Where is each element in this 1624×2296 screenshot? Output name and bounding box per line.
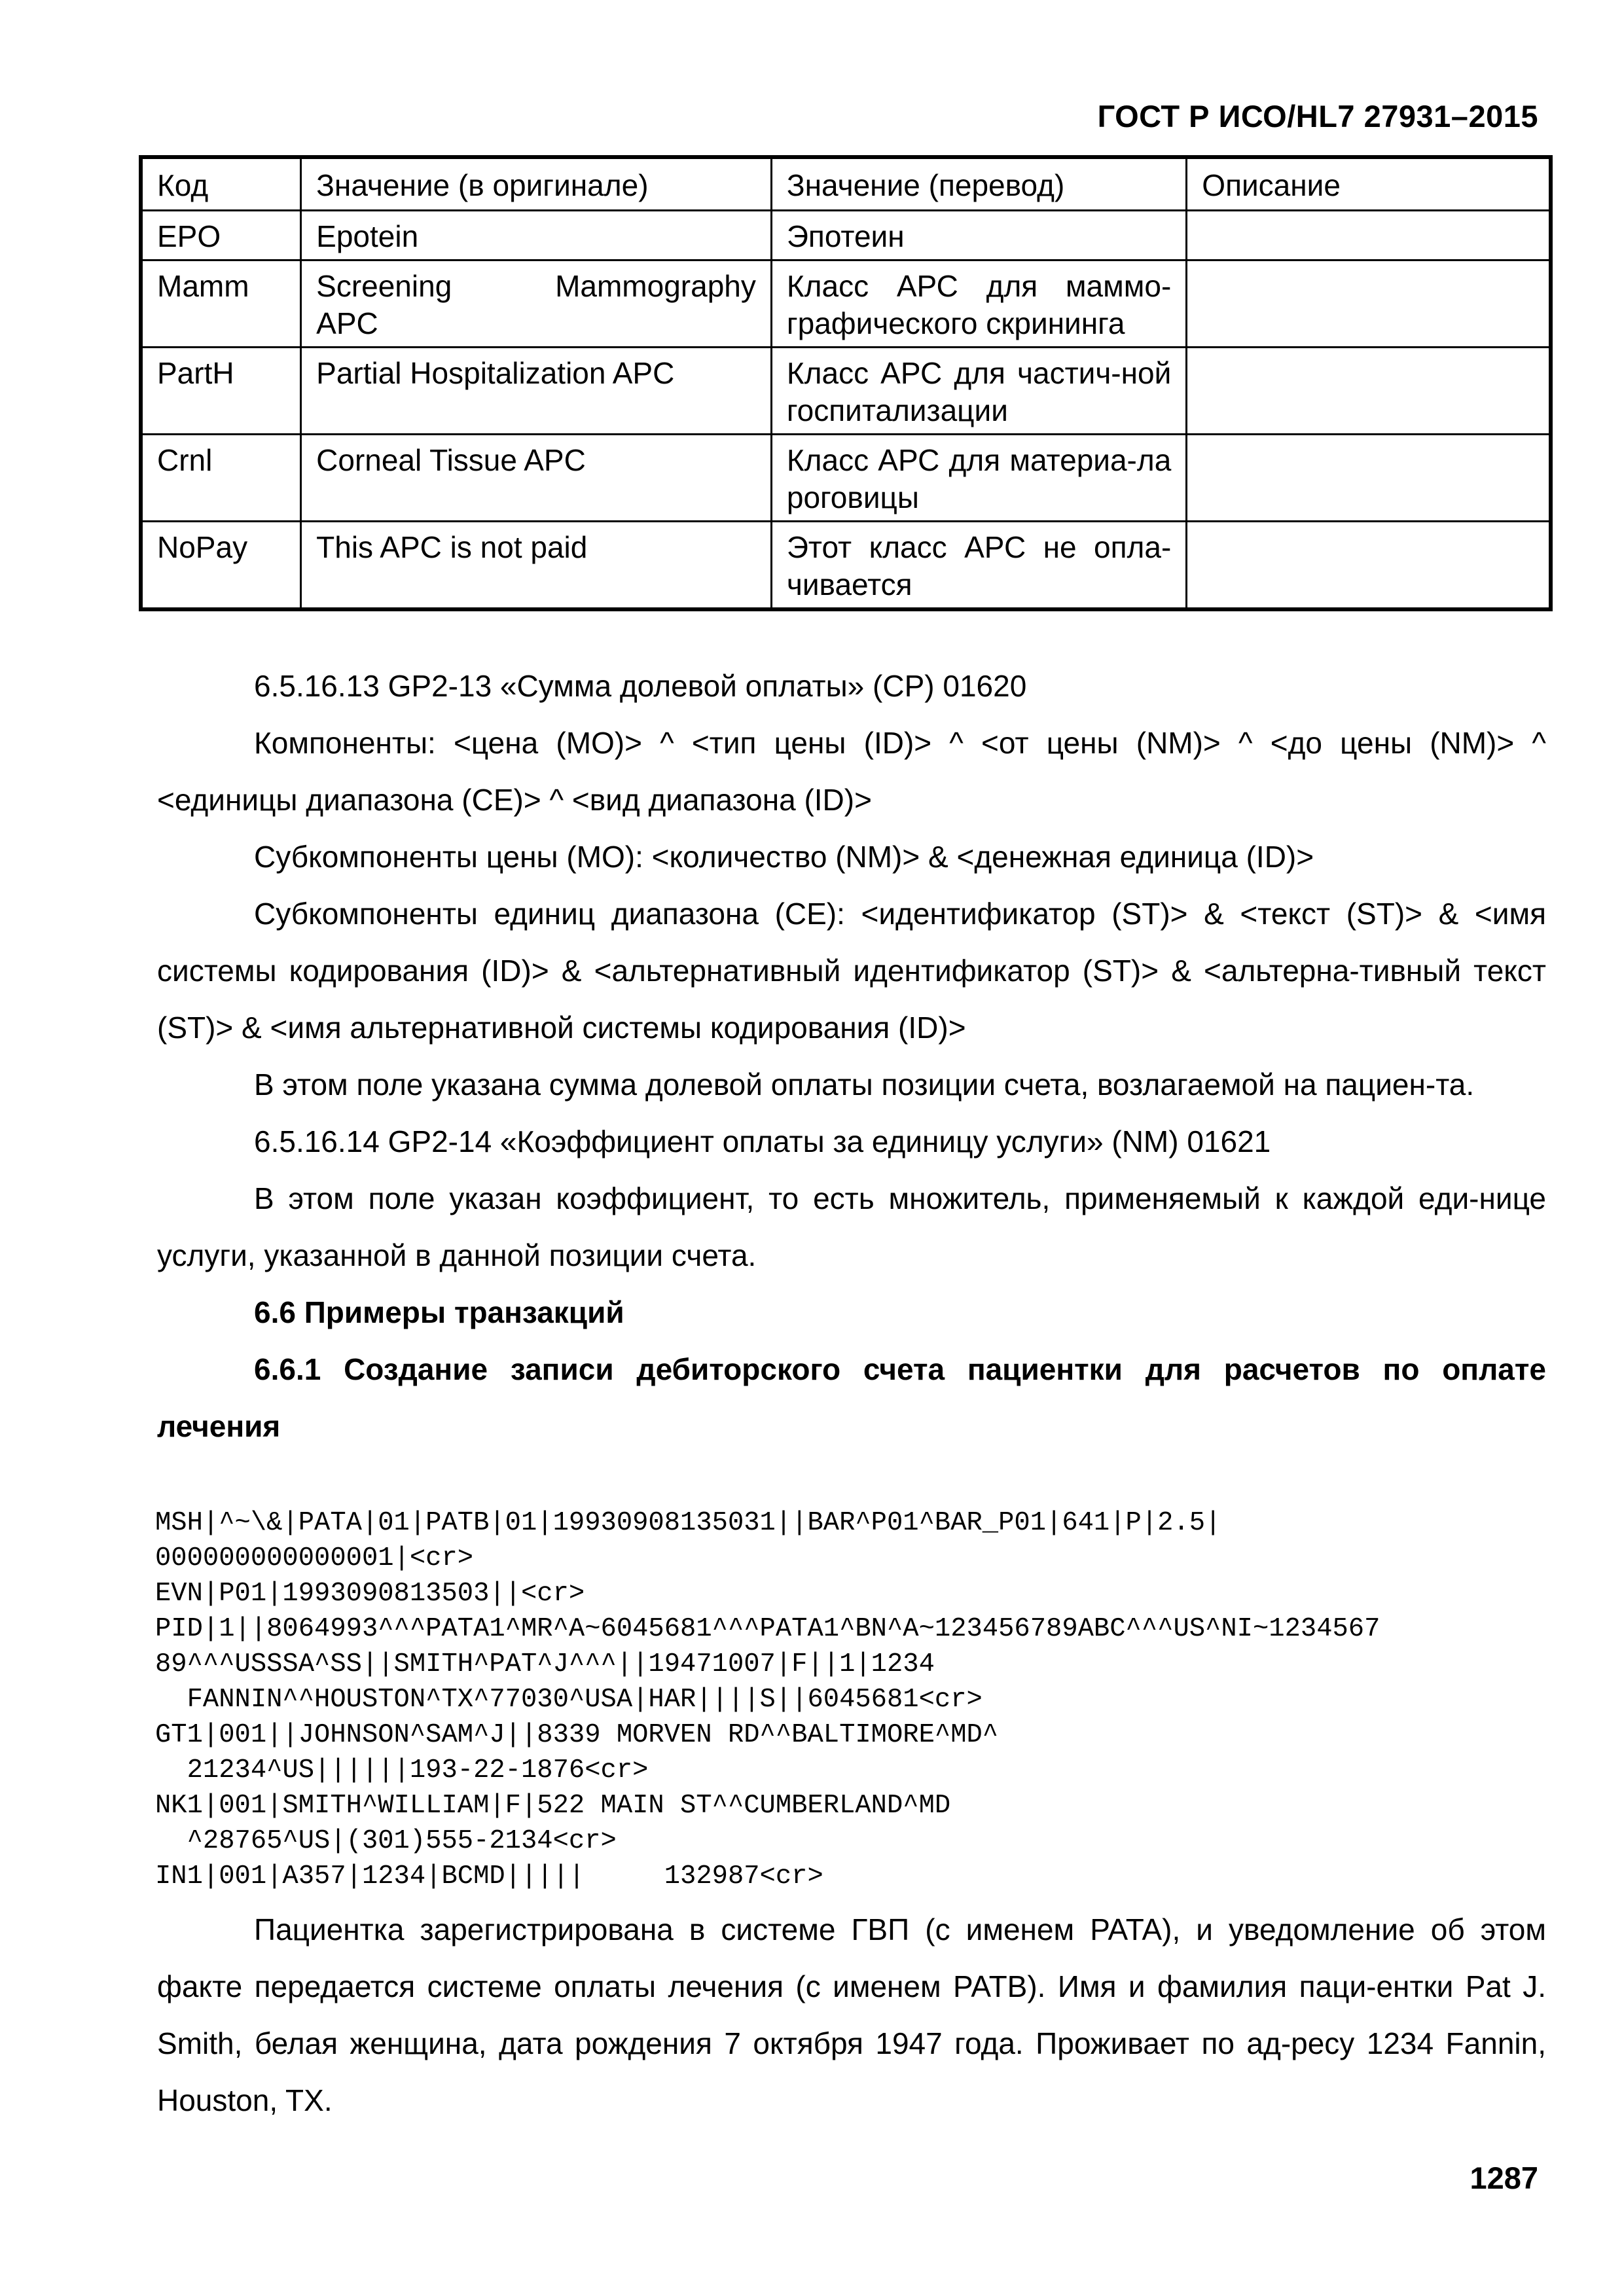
table-row [141, 348, 1551, 435]
explanation-paragraph: Пациентка зарегистрирована в системе ГВП (с именем PATA), и уведомление об этом факте передается системе оплаты лечения (с именем PATB). Имя и фамилия паци-ентки Pat J. Smith, белая женщина, дата рождения 7 октября 1947 года. Проживает по ад-ресу 1234 Fannin, Houston, TX. [157, 1912, 1546, 2117]
subsection-heading: 6.6.1 Создание записи дебиторского счета пациентки для расчетов по оплате лечения [157, 1352, 1546, 1443]
apc-code-table [139, 155, 1553, 611]
table-row [141, 260, 1551, 348]
original-cell: Corneal Tissue APC [301, 435, 772, 522]
description-cell [1187, 260, 1551, 348]
components-paragraph: Компоненты: <цена (MO)> ^ <тип цены (ID)> ^ <от цены (NM)> ^ <до цены (NM)> ^ <единицы диапазона (CE)> ^ <вид диапазона (ID)> [157, 726, 1546, 817]
column-header: Значение (в оригинале) [301, 157, 772, 211]
code-cell: Crnl [141, 435, 301, 522]
page-number: 1287 [1470, 2161, 1538, 2195]
column-header: Значение (перевод) [771, 157, 1186, 211]
description-cell [1187, 522, 1551, 610]
translation-cell: Класс АРС для частич-ной госпитализации [771, 348, 1186, 435]
code-line: EVN|P01|1993090813503||<cr> [155, 1579, 585, 1609]
code-line: FANNIN^^HOUSTON^TX^77030^USA|HAR||||S||6045681<cr> [155, 1685, 983, 1715]
translation-cell: Этот класс АРС не опла-чивается [771, 522, 1186, 610]
code-line: MSH|^~\&|PATA|01|PATB|01|19930908135031||BAR^P01^BAR_P01|641|P|2.5| [155, 1508, 1221, 1538]
code-cell: Mamm [141, 260, 301, 348]
description-paragraph: В этом поле указан коэффициент, то есть множитель, применяемый к каждой еди-нице услуги, указанной в данной позиции счета. [157, 1181, 1546, 1272]
code-cell: NoPay [141, 522, 301, 610]
code-line: 21234^US||||||193-22-1876<cr> [155, 1755, 649, 1785]
original-cell: Partial Hospitalization APC [301, 348, 772, 435]
original-cell [301, 260, 772, 348]
original-cell: Epotein [301, 211, 772, 260]
code-line: NK1|001|SMITH^WILLIAM|F|522 MAIN ST^^CUMBERLAND^MD [155, 1791, 951, 1821]
field-descriptions [157, 658, 1546, 1455]
column-header: Код [141, 157, 301, 211]
section-heading: 6.6 Примеры транзакций [254, 1295, 624, 1329]
example-explanation [157, 1901, 1546, 2129]
price-subcomponents-paragraph: Субкомпоненты цены (MO): <количество (NM)> & <денежная единица (ID)> [254, 840, 1314, 874]
table-row [141, 435, 1551, 522]
description-paragraph: В этом поле указана сумма долевой оплаты позиции счета, возлагаемой на пациен-та. [254, 1067, 1475, 1102]
hl7-message-example [155, 1505, 1380, 1894]
translation-cell: Класс АРС для маммо-графического скрининга [771, 260, 1186, 348]
original-line: Screening Mammography [316, 269, 756, 303]
translation-cell: Класс АРС для материа-ла роговицы [771, 435, 1186, 522]
code-cell: EPO [141, 211, 301, 260]
table-row [141, 522, 1551, 610]
description-cell [1187, 348, 1551, 435]
table-row [141, 211, 1551, 260]
code-line: GT1|001||JOHNSON^SAM^J||8339 MORVEN RD^^BALTIMORE^MD^ [155, 1720, 999, 1750]
range-subcomponents-paragraph: Субкомпоненты единиц диапазона (CE): <идентификатор (ST)> & <текст (ST)> & <имя системы кодирования (ID)> & <альтернативный идентификатор (ST)> & <альтерна-тивный текст (ST)> & <имя альтернативной системы кодирования (ID)> [157, 897, 1546, 1045]
description-cell [1187, 435, 1551, 522]
code-line: PID|1||8064993^^^PATA1^MR^A~6045681^^^PATA1^BN^A~123456789ABC^^^US^NI~1234567 [155, 1614, 1380, 1644]
original-line: APC [316, 306, 378, 340]
column-header: Описание [1187, 157, 1551, 211]
code-cell: PartH [141, 348, 301, 435]
code-line: 000000000000001|<cr> [155, 1543, 474, 1573]
translation-cell: Эпотеин [771, 211, 1186, 260]
original-cell: This APC is not paid [301, 522, 772, 610]
section-title: 6.5.16.14 GP2-14 «Коэффициент оплаты за единицу услуги» (NM) 01621 [254, 1124, 1271, 1158]
table-header-row [141, 157, 1551, 211]
code-line: 89^^^USSSA^SS||SMITH^PAT^J^^^||19471007|F||1|1234 [155, 1649, 935, 1679]
document-header: ГОСТ Р ИСО/HL7 27931–2015 [1097, 99, 1538, 134]
code-line: IN1|001|A357|1234|BCMD||||| 132987<cr> [155, 1861, 823, 1892]
description-cell [1187, 211, 1551, 260]
section-title: 6.5.16.13 GP2-13 «Сумма долевой оплаты» (CP) 01620 [254, 669, 1027, 703]
code-line: ^28765^US|(301)555-2134<cr> [155, 1826, 617, 1856]
